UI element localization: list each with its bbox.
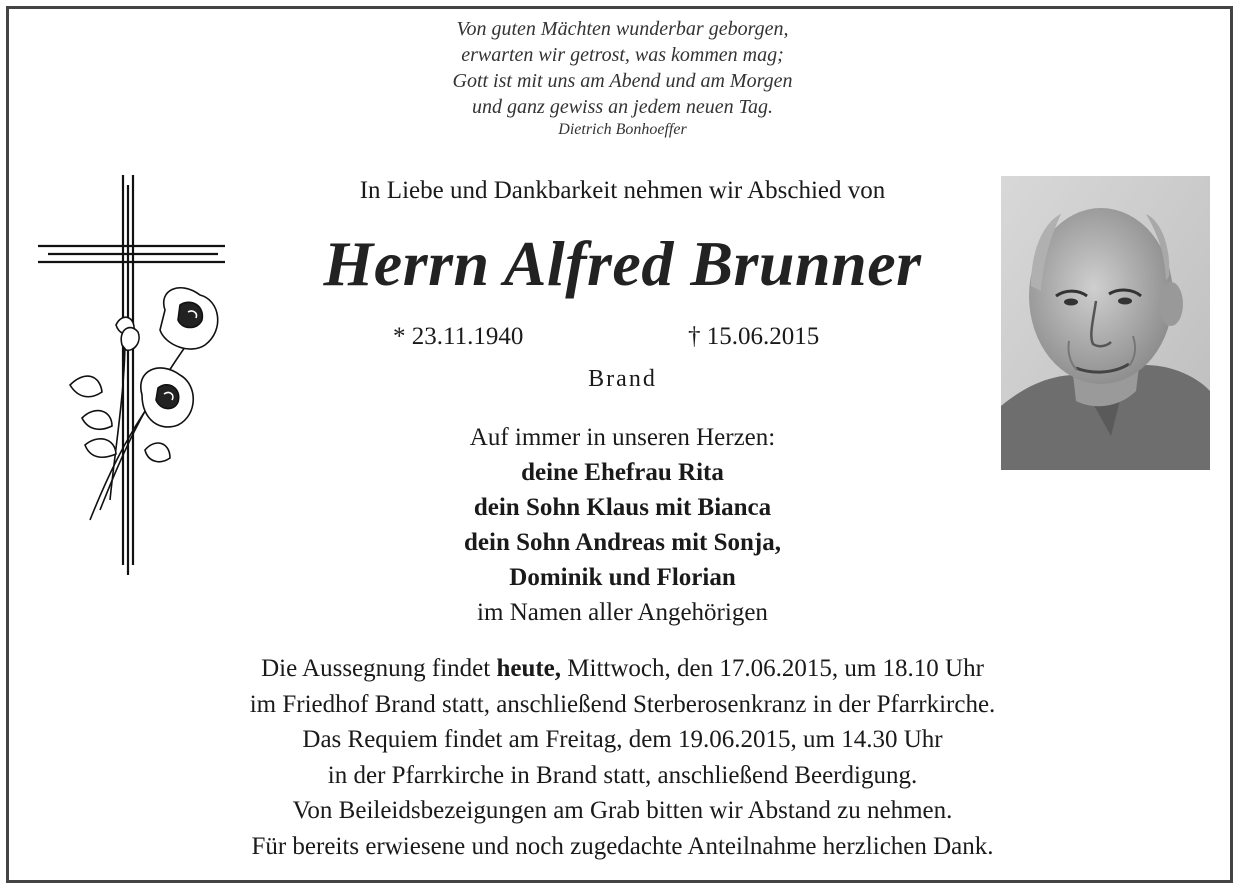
info-text: Die Aussegnung findet bbox=[261, 655, 497, 682]
place-name: Brand bbox=[588, 366, 657, 392]
info-line: Für bereits erwiesene und noch zugedachte Anteilnahme herzlichen Dank. bbox=[251, 832, 994, 860]
intro-text: In Liebe und Dankbarkeit nehmen wir Abschied von bbox=[359, 177, 886, 204]
death-date: † 15.06.2015 bbox=[688, 323, 820, 350]
poem-line: Gott ist mit uns am Abend und am Morgen bbox=[452, 70, 793, 92]
poem-line: Von guten Mächten wunderbar geborgen, bbox=[456, 18, 789, 40]
info-text: Mittwoch, den 17.06.2015, um 18.10 Uhr bbox=[561, 655, 984, 682]
info-line: Von Beileidsbezeigungen am Grab bitten wir Abstand zu nehmen. bbox=[292, 797, 953, 824]
mourners-footer: im Namen aller Angehörigen bbox=[477, 599, 768, 626]
mourner-name: Dominik und Florian bbox=[509, 564, 736, 591]
poem-author: Dietrich Bonhoeffer bbox=[558, 121, 687, 138]
portrait-image bbox=[1001, 176, 1210, 470]
info-line: in der Pfarrkirche in Brand statt, anschließend Beerdigung. bbox=[327, 761, 918, 789]
mourner-name: deine Ehefrau Rita bbox=[521, 459, 724, 486]
birth-date: * 23.11.1940 bbox=[393, 323, 524, 350]
cross-with-roses-icon bbox=[30, 170, 240, 590]
info-line bbox=[0, 651, 1245, 687]
mourner-name: dein Sohn Klaus mit Bianca bbox=[473, 494, 772, 521]
info-emphasis: heute, bbox=[496, 655, 562, 682]
portrait-photo bbox=[1001, 176, 1210, 470]
poem-block bbox=[0, 16, 1245, 140]
deceased-name: Herrn Alfred Brunner bbox=[323, 228, 922, 299]
service-info bbox=[0, 651, 1245, 864]
mourner-name: dein Sohn Andreas mit Sonja, bbox=[464, 529, 781, 556]
poem-line: erwarten wir getrost, was kommen mag; bbox=[461, 44, 784, 66]
mourners-heading: Auf immer in unseren Herzen: bbox=[469, 424, 776, 451]
info-line: Das Requiem findet am Freitag, dem 19.06.2015, um 14.30 Uhr bbox=[302, 726, 943, 753]
info-line: im Friedhof Brand statt, anschließend Sterberosenkranz in der Pfarrkirche. bbox=[249, 690, 996, 718]
poem-line: und ganz gewiss an jedem neuen Tag. bbox=[472, 96, 773, 118]
